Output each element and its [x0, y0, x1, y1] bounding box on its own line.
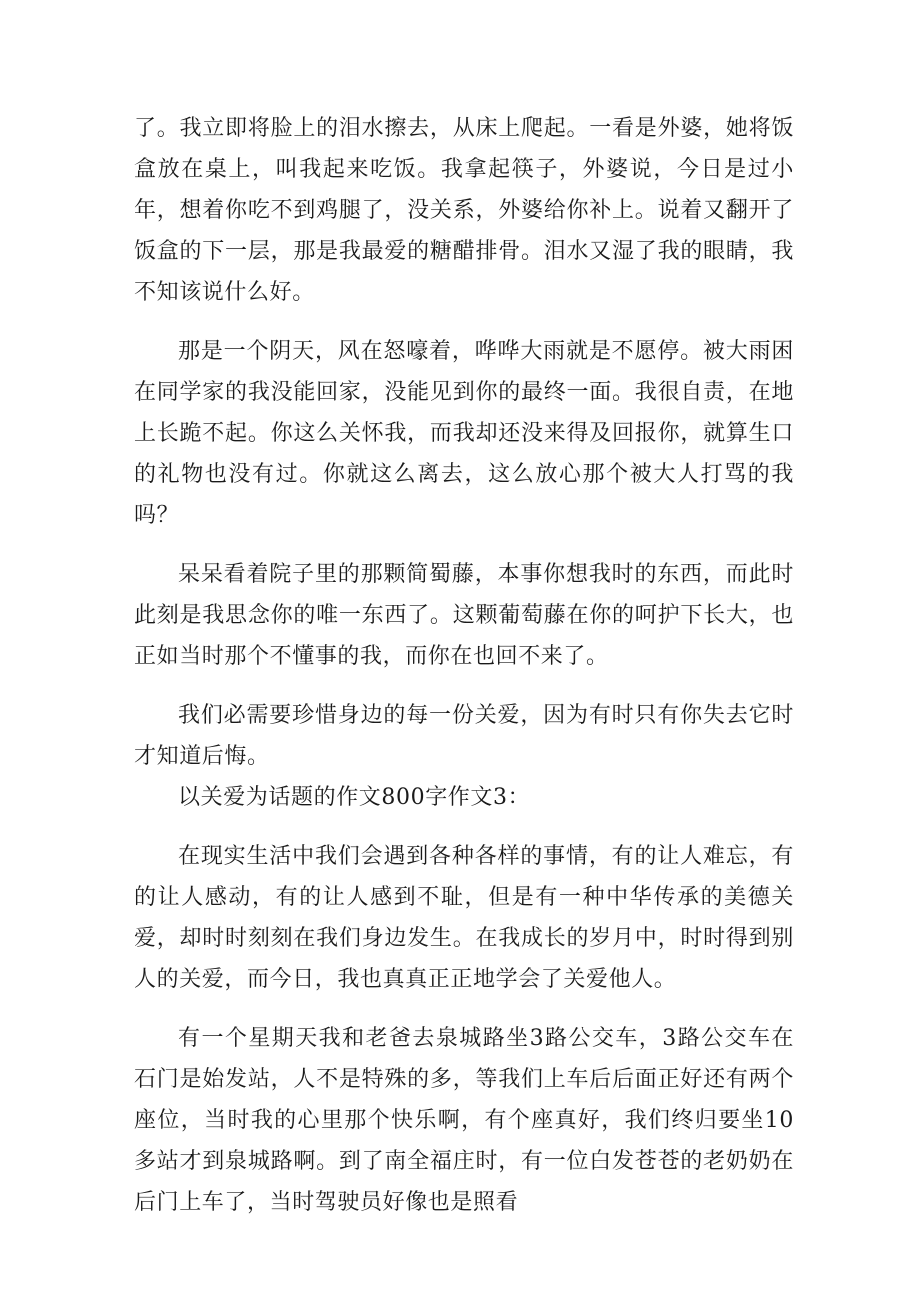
section-heading: 以关爱为话题的作文800字作文3：: [178, 785, 531, 810]
paragraph-3: 呆呆看着院子里的那颗简蜀藤，本事你想我时的东西，而此时此刻是我思念你的唯一东西了。这颗葡萄藤在你的呵护下长大，也正如当时那个不懂事的我，而你在也回不来了。: [134, 562, 794, 669]
paragraph-6: 有一个星期天我和老爸去泉城路坐3路公交车，3路公交车在石门是始发站，人不是特殊的多，等我们上车后后面正好还有两个座位，当时我的心里那个快乐啊，有个座真好，我们终归要坐10多站才到泉城路啊。到了南全福庄时，有一位白发苍苍的老奶奶在后门上车了，当时驾驶员好像也是照看: [134, 1026, 794, 1215]
paragraph-1: 了。我立即将脸上的泪水擦去，从床上爬起。一看是外婆，她将饭盒放在桌上，叫我起来吃饭。我拿起筷子，外婆说，今日是过小年，想着你吃不到鸡腿了，没关系，外婆给你补上。说着又翻开了饭盒的下一层，那是我最爱的糖醋排骨。泪水又湿了我的眼睛，我不知该说什么好。: [134, 116, 794, 305]
paragraph-4: 我们必需要珍惜身边的每一份关爱，因为有时只有你失去它时才知道后悔。: [134, 703, 794, 769]
paragraph-2: 那是一个阴天，风在怒嚎着，哗哗大雨就是不愿停。被大雨困在同学家的我没能回家，没能见到你的最终一面。我很自责，在地上长跪不起。你这么关怀我，而我却还没来得及回报你，就算生口的礼物也没有过。你就这么离去，这么放心那个被大人打骂的我吗？: [134, 339, 794, 528]
paragraph-5: 在现实生活中我们会遇到各种各样的事情，有的让人难忘，有的让人感动，有的让人感到不耻，但是有一种中华传承的美德关爱，却时时刻刻在我们身边发生。在我成长的岁月中，时时得到别人的关爱，而今日，我也真真正正地学会了关爱他人。: [134, 844, 794, 992]
document-body: [134, 108, 794, 1223]
